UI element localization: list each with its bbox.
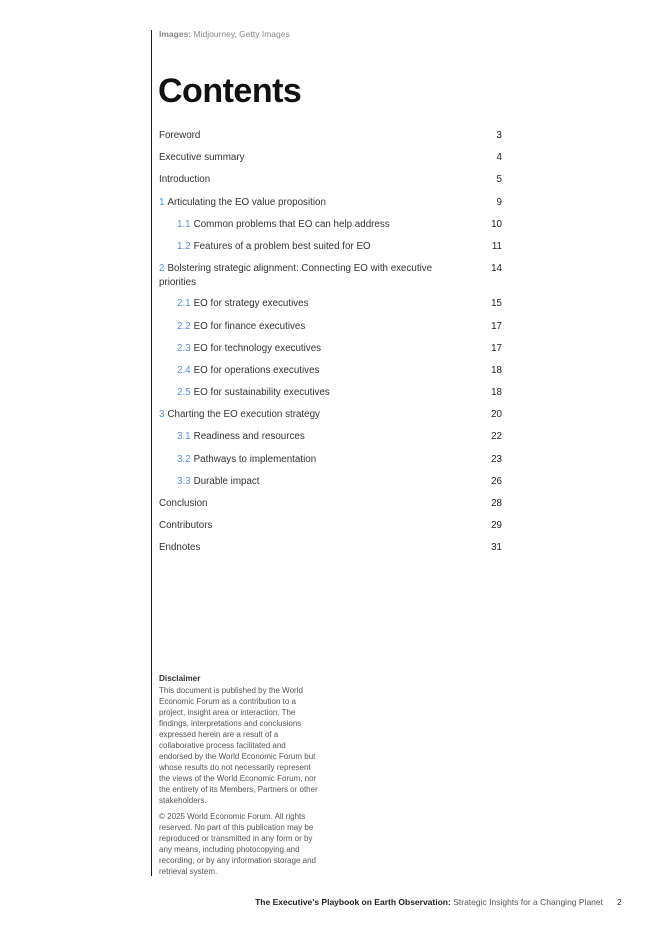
toc-page-number: 18 (491, 364, 502, 376)
toc-section-number: 3.2 (177, 453, 191, 465)
toc-entry[interactable] (159, 364, 503, 386)
toc-section-number: 2.1 (177, 298, 191, 310)
toc-entry-label: EO for finance executives (193, 320, 306, 332)
toc-entry-text (159, 519, 503, 533)
copyright-text: © 2025 World Economic Forum. All rights reserved. No part of this publication may be reproduced or transmitted in any form or by any means, including photocopying and recording, or by any information storage and retrieval system. (159, 812, 316, 876)
toc-entry-text (159, 173, 503, 187)
toc-entry-label: Articulating the EO value proposition (167, 196, 326, 208)
footer-title-bold: The Executive’s Playbook on Earth Observation: (255, 897, 451, 907)
footer-title-rest: Strategic Insights for a Changing Planet (453, 897, 603, 907)
toc-entry[interactable] (159, 342, 503, 364)
toc-page-number: 31 (491, 542, 502, 554)
toc-entry[interactable] (159, 262, 503, 297)
toc-entry[interactable] (159, 196, 503, 218)
toc-entry-label: Endnotes (159, 542, 201, 554)
left-rule (151, 30, 152, 876)
toc-entry-text (159, 129, 503, 143)
toc-page-number: 9 (496, 196, 502, 208)
toc-page-number: 11 (491, 240, 502, 252)
toc-entry[interactable] (159, 151, 503, 173)
footer-title (255, 897, 603, 907)
toc-section-number: 2.5 (177, 387, 191, 399)
toc-entry-label: Foreword (159, 130, 201, 141)
toc-entry-label: Conclusion (159, 498, 208, 509)
toc-entry-label: Pathways to implementation (193, 453, 317, 465)
image-credit (159, 29, 290, 39)
toc-page-number: 20 (491, 409, 502, 421)
toc-page-number: 10 (491, 218, 502, 230)
toc-entry-text (177, 364, 503, 378)
toc-section-number: 2 (159, 263, 165, 275)
toc-entry[interactable] (159, 240, 503, 262)
toc-entry-text (159, 151, 503, 165)
toc-entry-label: Executive summary (159, 152, 245, 164)
toc-entry[interactable] (159, 297, 503, 319)
toc-page-number: 5 (496, 174, 502, 186)
toc-entry-label: Common problems that EO can help address (193, 218, 390, 230)
toc-entry-label: Readiness and resources (193, 431, 305, 443)
toc-entry-label: Introduction (159, 174, 211, 186)
toc-entry-text (177, 240, 503, 254)
toc-entry[interactable] (159, 430, 503, 452)
toc-entry-text (159, 262, 503, 290)
toc-entry[interactable] (159, 453, 503, 475)
toc-entry-text (159, 497, 503, 511)
toc-entry-text (177, 386, 503, 400)
toc-entry-label: Durable impact (193, 475, 260, 487)
toc-section-number: 3 (159, 409, 165, 421)
toc-page-number: 17 (491, 320, 502, 332)
toc-section-number: 3.1 (177, 431, 191, 443)
image-credit-text: Midjourney, Getty Images (193, 29, 290, 39)
toc-entry-label: Bolstering strategic alignment: Connecting EO with executive priorities (159, 263, 433, 289)
toc-entry-text (177, 475, 503, 489)
toc-page-number: 4 (496, 152, 502, 164)
toc-page-number: 3 (496, 130, 502, 141)
toc-section-number: 1 (159, 196, 165, 208)
toc-section-number: 2.3 (177, 342, 191, 354)
toc-page-number: 18 (491, 387, 502, 399)
toc-page-number: 29 (491, 520, 502, 532)
toc-section-number: 2.2 (177, 320, 191, 332)
toc-section-number: 3.3 (177, 475, 191, 487)
toc-section-number: 2.4 (177, 364, 191, 376)
toc-entry[interactable] (159, 218, 503, 240)
toc-page-number: 15 (491, 298, 502, 310)
page-title: Contents (158, 72, 302, 110)
toc-page-number: 22 (491, 431, 502, 443)
toc-entry-text (177, 342, 503, 356)
table-of-contents (159, 129, 503, 564)
toc-entry-label: EO for strategy executives (193, 298, 309, 310)
toc-entry-text (159, 196, 503, 210)
toc-entry-label: EO for sustainability executives (193, 387, 330, 399)
disclaimer-title: Disclaimer (159, 674, 201, 683)
toc-entry-text (159, 541, 503, 555)
toc-entry[interactable] (159, 475, 503, 497)
toc-entry[interactable] (159, 320, 503, 342)
toc-page-number: 17 (491, 342, 502, 354)
toc-entry-text (177, 218, 503, 232)
toc-entry-text (177, 453, 503, 467)
page-number: 2 (617, 897, 622, 907)
toc-entry[interactable] (159, 129, 503, 151)
toc-entry[interactable] (159, 497, 503, 519)
toc-entry-label: Charting the EO execution strategy (167, 409, 320, 421)
disclaimer-text: This document is published by the World Economic Forum as a contribution to a project, insight area or interaction. The findings, interpretations and conclusions expressed herein are a result of a collaborative process facilitated and endorsed by the World Economic Forum but whose results do not necessarily represent the views of the World Economic Forum, nor the entirety of its Members, Partners or other stakeholders. (159, 686, 318, 805)
toc-entry[interactable] (159, 173, 503, 195)
toc-entry-label: EO for operations executives (193, 364, 320, 376)
image-credit-label: Images: (159, 29, 192, 39)
toc-page-number: 26 (491, 475, 502, 487)
toc-entry-label: Features of a problem best suited for EO (193, 240, 371, 252)
toc-entry[interactable] (159, 519, 503, 541)
toc-entry-text (159, 408, 503, 422)
toc-page-number: 28 (491, 498, 502, 509)
toc-entry-text (177, 297, 503, 311)
toc-entry-text (177, 320, 503, 334)
toc-entry-label: Contributors (159, 520, 213, 532)
toc-entry[interactable] (159, 386, 503, 408)
toc-entry[interactable] (159, 541, 503, 563)
toc-entry[interactable] (159, 408, 503, 430)
toc-page-number: 23 (491, 453, 502, 465)
toc-entry-label: EO for technology executives (193, 342, 322, 354)
toc-page-number: 14 (491, 263, 502, 275)
toc-section-number: 1.2 (177, 240, 191, 252)
toc-section-number: 1.1 (177, 218, 191, 230)
toc-entry-text (177, 430, 503, 444)
